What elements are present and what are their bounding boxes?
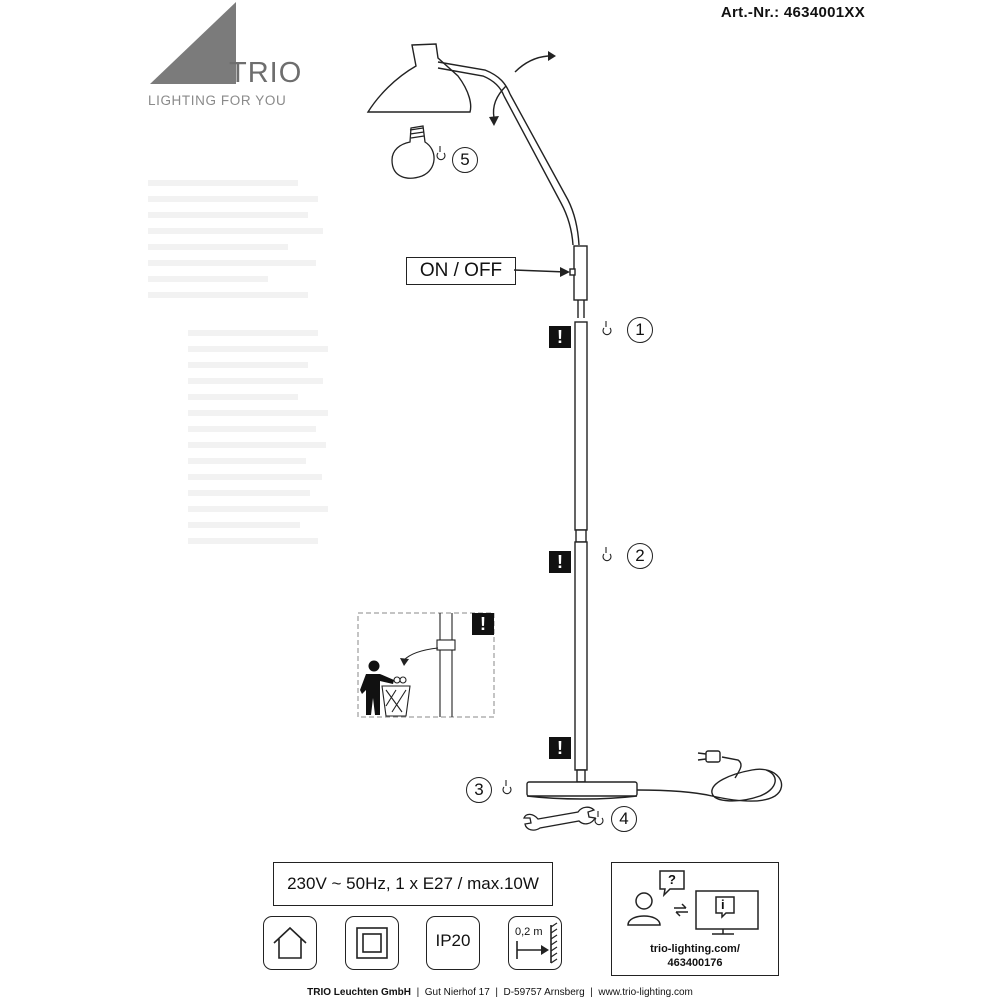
lamp-shade — [368, 44, 471, 112]
brand-tagline: LIGHTING FOR YOU — [148, 93, 287, 108]
info-bubble — [716, 897, 734, 917]
rotate-arrow-up — [515, 56, 548, 72]
rod-segment-2 — [575, 542, 587, 770]
footer: TRIO Leuchten GmbH | Gut Nierhof 17 | D-59757 Arnsberg | www.trio-lighting.com — [307, 987, 693, 998]
wrench-icon — [524, 807, 595, 830]
step-number-2: 2 — [627, 543, 653, 569]
support-url-line1[interactable]: trio-lighting.com/ — [650, 943, 740, 955]
electrical-spec: 230V ~ 50Hz, 1 x E27 / max.10W — [273, 862, 553, 906]
on-off-label: ON / OFF — [406, 257, 516, 285]
footer-street: Gut Nierhof 17 — [424, 987, 490, 998]
user-icon — [636, 893, 652, 909]
info-icon: i — [721, 897, 725, 912]
power-plug — [706, 751, 720, 762]
lamp-base — [527, 782, 637, 796]
step-number-5: 5 — [452, 147, 478, 173]
protection-class-icon — [345, 916, 399, 970]
ip-rating-text: IP20 — [435, 931, 471, 950]
step-number-1: 1 — [627, 317, 653, 343]
step-number-3: 3 — [466, 777, 492, 803]
support-illustration — [612, 863, 778, 943]
disposal-inset-drawing — [382, 613, 455, 717]
rotate-arrow-down — [494, 86, 507, 118]
light-bulb — [392, 126, 434, 178]
distance-text: 0,2 m — [515, 926, 543, 938]
footer-company: TRIO Leuchten GmbH — [307, 987, 412, 998]
house-icon — [264, 917, 316, 969]
brand-name: TRIO — [229, 57, 303, 89]
power-cable — [637, 769, 782, 801]
step-number-4: 4 — [611, 806, 637, 832]
question-mark-icon: ? — [668, 872, 676, 887]
warning-icon: ! — [549, 551, 571, 573]
article-number: Art.-Nr.: 4634001XX — [720, 4, 865, 21]
warning-icon: ! — [549, 326, 571, 348]
switch-housing — [574, 246, 587, 300]
support-box — [611, 862, 779, 976]
support-url-line2: 463400176 — [667, 957, 723, 969]
ip-rating-icon — [426, 916, 480, 970]
minimum-distance-icon — [508, 916, 562, 970]
double-square-icon — [346, 917, 398, 969]
footer-web[interactable]: www.trio-lighting.com — [598, 987, 693, 998]
warning-icon: ! — [549, 737, 571, 759]
warning-icon: ! — [472, 613, 494, 635]
distance-arrow-icon — [509, 917, 561, 969]
footer-city: D-59757 Arnsberg — [503, 987, 585, 998]
exchange-arrows-icon — [674, 904, 688, 916]
indoor-use-icon — [263, 916, 317, 970]
rod-segment-1 — [575, 322, 587, 530]
